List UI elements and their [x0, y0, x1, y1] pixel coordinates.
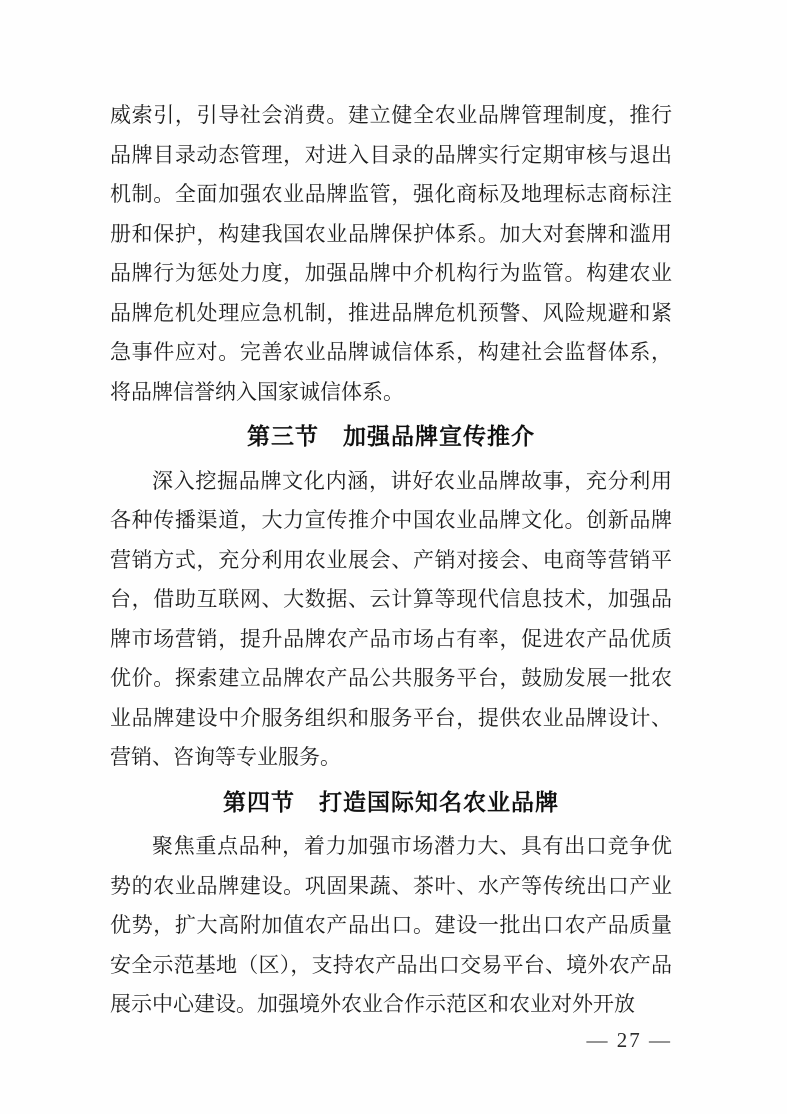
- section-heading-4: 第四节 打造国际知名农业品牌: [223, 789, 559, 815]
- page-number: — 27 —: [586, 1028, 672, 1052]
- paragraph-brand-promotion: 深入挖掘品牌文化内涵，讲好农业品牌故事，充分利用各种传播渠道，大力宣传推介中国农业品牌文化。创新品牌营销方式，充分利用农业展会、产销对接会、电商等营销平台，借助互联网、大数据、云计算等现代信息技术，加强品牌市场营销，提升品牌农产品市场占有率，促进农产品优质优价。探索建立品牌农产品公共服务平台，鼓励发展一批农业品牌建设中介服务组织和服务平台，提供农业品牌设计、营销、咨询等专业服务。: [110, 468, 672, 769]
- text-column: [110, 96, 672, 1025]
- section-heading-3: 第三节 加强品牌宣传推介: [247, 424, 535, 449]
- paragraph-international-brands: 聚焦重点品种，着力加强市场潜力大、具有出口竞争优势的农业品牌建设。巩固果蔬、茶叶、水产等传统出口产业优势，扩大高附加值农产品出口。建设一批出口农产品质量安全示范基地（区），支持农产品出口交易平台、境外农产品展示中心建设。加强境外农业合作示范区和农业对外开放: [110, 834, 672, 1016]
- paragraph-brand-regulation: 威索引，引导社会消费。建立健全农业品牌管理制度，推行品牌目录动态管理，对进入目录的品牌实行定期审核与退出机制。全面加强农业品牌监管，强化商标及地理标志商标注册和保护，构建我国农业品牌保护体系。加大对套牌和滥用品牌行为惩处力度，加强品牌中介机构行为监管。构建农业品牌危机处理应急机制，推进品牌危机预警、风险规避和紧急事件应对。完善农业品牌诚信体系，构建社会监督体系，将品牌信誉纳入国家诚信体系。: [110, 103, 672, 404]
